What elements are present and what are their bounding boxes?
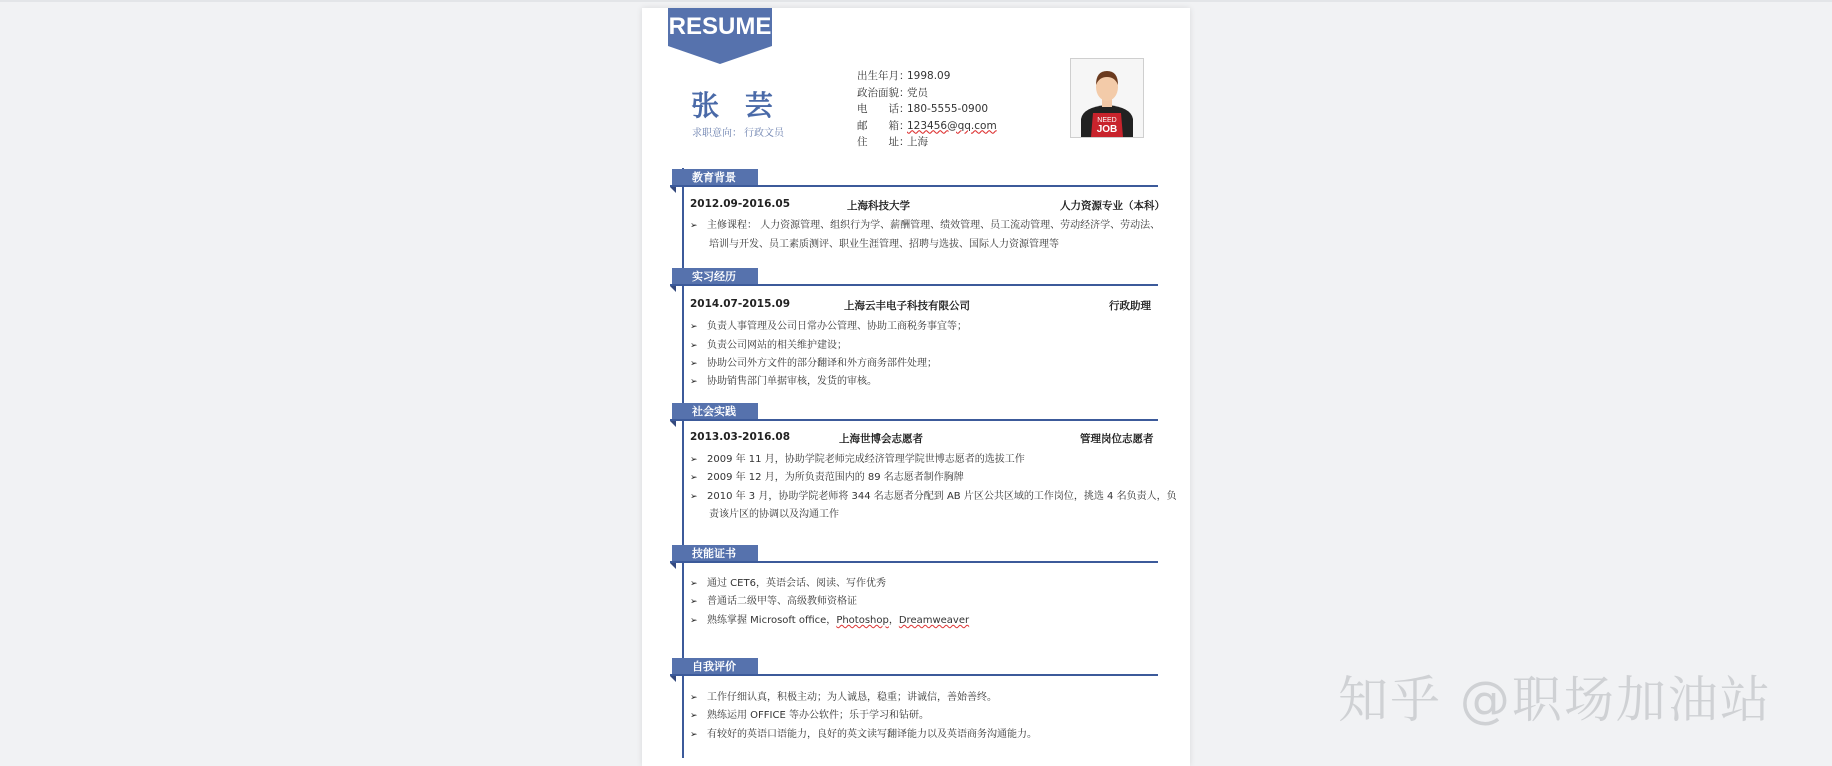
section-tab-fold xyxy=(670,676,676,682)
avatar-illustration xyxy=(1071,59,1143,137)
info-row-address: 住 址：上海 xyxy=(857,136,928,148)
list-item: ➢ 主修课程： 人力资源管理、组织行为学、薪酬管理、绩效管理、员工流动管理、劳动经济学、劳动法、 xyxy=(690,220,1161,231)
list-item: ➢ 协助公司外方文件的部分翻译和外方商务部件处理； xyxy=(690,358,937,369)
personal-info xyxy=(857,68,997,151)
info-row-phone: 电 话：180-5555-0900 xyxy=(857,103,989,115)
list-item: ➢ 负责公司网站的相关维护建设； xyxy=(690,340,847,351)
info-row-birth: 出生年月：1998.09 xyxy=(857,70,951,82)
section-rule xyxy=(670,185,1158,187)
profile-photo xyxy=(1070,58,1144,138)
info-row-email: 邮 箱：123456@qq.com xyxy=(857,119,997,132)
section-rule xyxy=(670,674,1158,676)
education-date: 2012.09-2016.05 xyxy=(690,198,791,210)
photo-badge-bottom: JOB xyxy=(1096,124,1118,135)
section-tab-fold xyxy=(670,187,676,193)
section-title-self-eval: 自我评价 xyxy=(692,660,736,673)
internship-role: 行政助理 xyxy=(1109,300,1151,312)
section-rule xyxy=(670,419,1158,421)
list-item: ➢ 有较好的英语口语能力，良好的英文读写翻译能力以及英语商务沟通能力。 xyxy=(690,729,1037,740)
photo-badge-top: NEED xyxy=(1097,117,1117,124)
resume-label: RESUME xyxy=(668,13,772,40)
list-item: ➢ 熟练运用 OFFICE 等办公软件；乐于学习和钻研。 xyxy=(690,710,929,721)
list-item: ➢ 2010 年 3 月，协助学院老师将 344 名志愿者分配到 AB 片区公共区域的工作岗位，挑选 4 名负责人，负 xyxy=(690,491,1177,502)
list-item: ➢ 通过 CET6，英语会话、阅读、写作优秀 xyxy=(690,578,886,589)
internship-company: 上海云丰电子科技有限公司 xyxy=(844,300,970,312)
viewer-top-border xyxy=(0,0,1832,2)
list-item: ➢ 协助销售部门单据审核，发货的审核。 xyxy=(690,376,877,387)
job-intent-value: 行政文员 xyxy=(744,128,784,139)
list-item: ➢ 工作仔细认真，积极主动；为人诚恳，稳重；讲诚信，善始善终。 xyxy=(690,692,997,703)
section-title-social: 社会实践 xyxy=(692,405,736,418)
section-title-skills: 技能证书 xyxy=(692,547,736,560)
info-row-politics: 政治面貌：党员 xyxy=(857,86,928,99)
list-item-continuation: 培训与开发、员工素质测评、职业生涯管理、招聘与选拔、国际人力资源管理等 xyxy=(709,239,1059,250)
job-intent xyxy=(672,124,802,139)
education-major: 人力资源专业（本科） xyxy=(1060,200,1165,212)
list-item: ➢ 2009 年 12 月，为所负责范围内的 89 名志愿者制作胸牌 xyxy=(690,472,964,483)
list-item-continuation: 责该片区的协调以及沟通工作 xyxy=(709,509,839,520)
education-school: 上海科技大学 xyxy=(847,200,910,212)
social-role: 管理岗位志愿者 xyxy=(1080,433,1154,445)
section-tab-fold xyxy=(670,563,676,569)
resume-page xyxy=(642,8,1190,766)
resume-ribbon xyxy=(668,8,772,64)
list-item: ➢ 负责人事管理及公司日常办公管理、协助工商税务事宜等； xyxy=(690,321,967,332)
zhihu-watermark: 知乎 @职场加油站 xyxy=(1338,671,1772,729)
job-intent-label: 求职意向： xyxy=(692,128,742,139)
section-rule xyxy=(670,284,1158,286)
section-tab-fold xyxy=(670,286,676,292)
section-tab-fold xyxy=(670,421,676,427)
section-title-internship: 实习经历 xyxy=(692,270,736,283)
section-title-education: 教育背景 xyxy=(692,171,736,184)
list-item: ➢ 2009 年 11 月，协助学院老师完成经济管理学院世博志愿者的选拔工作 xyxy=(690,454,1025,465)
social-date: 2013.03-2016.08 xyxy=(690,431,791,443)
social-org: 上海世博会志愿者 xyxy=(839,433,923,445)
internship-date: 2014.07-2015.09 xyxy=(690,298,791,310)
section-rule xyxy=(670,561,1158,563)
candidate-name: 张 芸 xyxy=(691,89,781,122)
list-item: ➢ 熟练掌握 Microsoft office，Photoshop，Dreamweaver xyxy=(690,615,970,626)
list-item: ➢ 普通话二级甲等、高级教师资格证 xyxy=(690,596,857,607)
